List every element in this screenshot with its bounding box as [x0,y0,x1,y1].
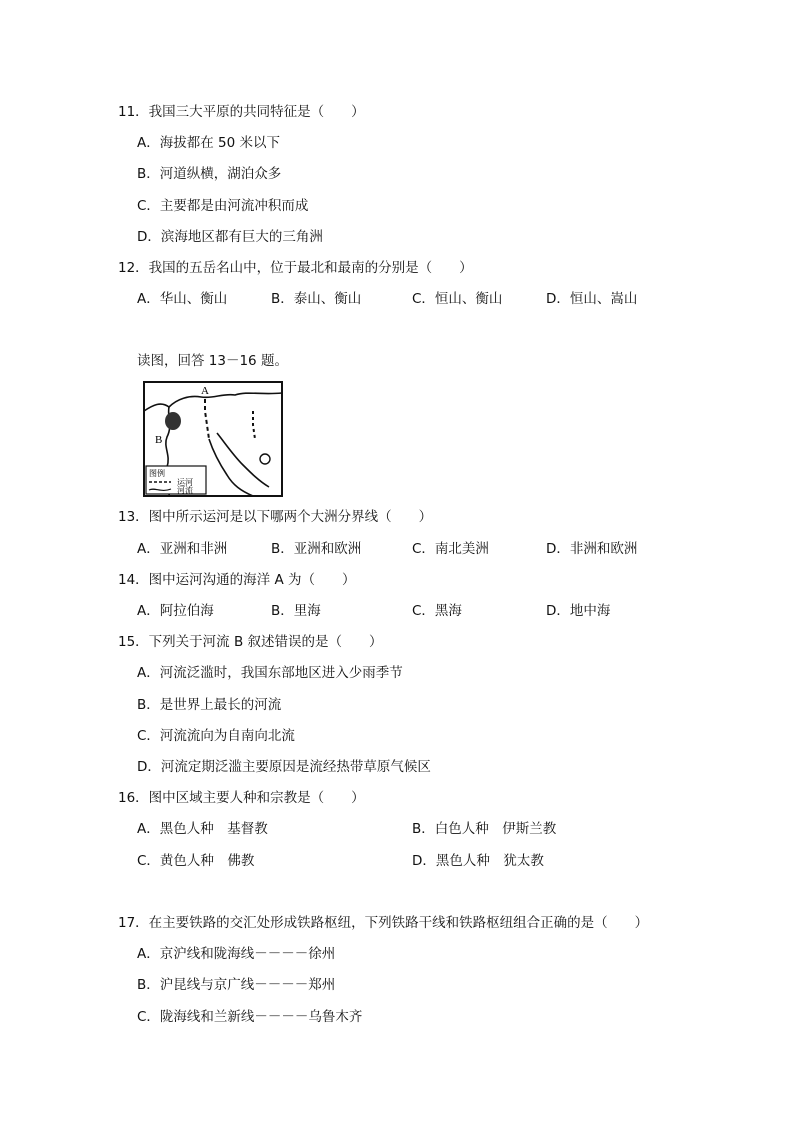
question-13-option-a: A．亚洲和非洲 [137,541,228,557]
suez-canal-map [143,381,283,497]
question-12-stem: 12．我国的五岳名山中，位于最北和最南的分别是（ ） [118,260,473,276]
question-11-stem: 11．我国三大平原的共同特征是（ ） [118,104,365,120]
question-15-option-d: D．河流定期泛滥主要原因是流经热带草原气候区 [137,759,431,775]
question-15-option-c: C．河流流向为自南向北流 [137,728,295,744]
question-14-stem: 14．图中运河沟通的海洋 A 为（ ） [118,572,356,588]
map-question-intro: 读图，回答 13－16 题。 [137,353,288,369]
question-13-option-d: D．非洲和欧洲 [546,541,638,557]
nile-delta [165,412,181,430]
legend-river-label: 河流 [177,486,193,495]
question-11-option-b: B．河道纵横，湖泊众多 [137,166,282,182]
question-12-option-b: B．泰山、衡山 [271,291,362,307]
question-11-option-d: D．滨海地区都有巨大的三角洲 [137,229,323,245]
question-17-option-b: B．沪昆线与京广线－－－－郑州 [137,977,336,993]
question-14-option-d: D．地中海 [546,603,611,619]
question-12-option-c: C．恒山、衡山 [412,291,503,307]
question-15-stem: 15．下列关于河流 B 叙述错误的是（ ） [118,634,383,650]
question-16-option-b: B．白色人种 伊斯兰教 [412,821,557,837]
question-14-option-c: C．黑海 [412,603,462,619]
question-17-option-c: C．陇海线和兰新线－－－－乌鲁木齐 [137,1009,363,1025]
label-b: B [155,434,163,446]
question-12-option-d: D．恒山、嵩山 [546,291,638,307]
question-11-option-a: A．海拔都在 50 米以下 [137,135,280,151]
question-14-option-a: A．阿拉伯海 [137,603,214,619]
question-16-stem: 16．图中区域主要人种和宗教是（ ） [118,790,365,806]
question-14-option-b: B．里海 [271,603,321,619]
question-13-stem: 13．图中所示运河是以下哪两个大洲分界线（ ） [118,509,433,525]
question-13-option-c: C．南北美洲 [412,541,489,557]
question-16-option-d: D．黑色人种 犹太教 [412,853,544,869]
question-16-option-c: C．黄色人种 佛教 [137,853,255,869]
question-15-option-b: B．是世界上最长的河流 [137,697,282,713]
legend-canal-label: 运河 [177,478,193,487]
question-17-stem: 17．在主要铁路的交汇处形成铁路枢纽，下列铁路干线和铁路枢纽组合正确的是（ ） [118,915,649,931]
label-a: A [201,385,209,397]
question-17-option-a: A．京沪线和陇海线－－－－徐州 [137,946,336,962]
question-13-option-b: B．亚洲和欧洲 [271,541,362,557]
legend-title: 图例 [149,469,165,478]
question-12-option-a: A．华山、衡山 [137,291,228,307]
question-11-option-c: C．主要都是由河流冲积而成 [137,198,309,214]
question-15-option-a: A．河流泛滥时，我国东部地区进入少雨季节 [137,665,403,681]
question-16-option-a: A．黑色人种 基督教 [137,821,268,837]
